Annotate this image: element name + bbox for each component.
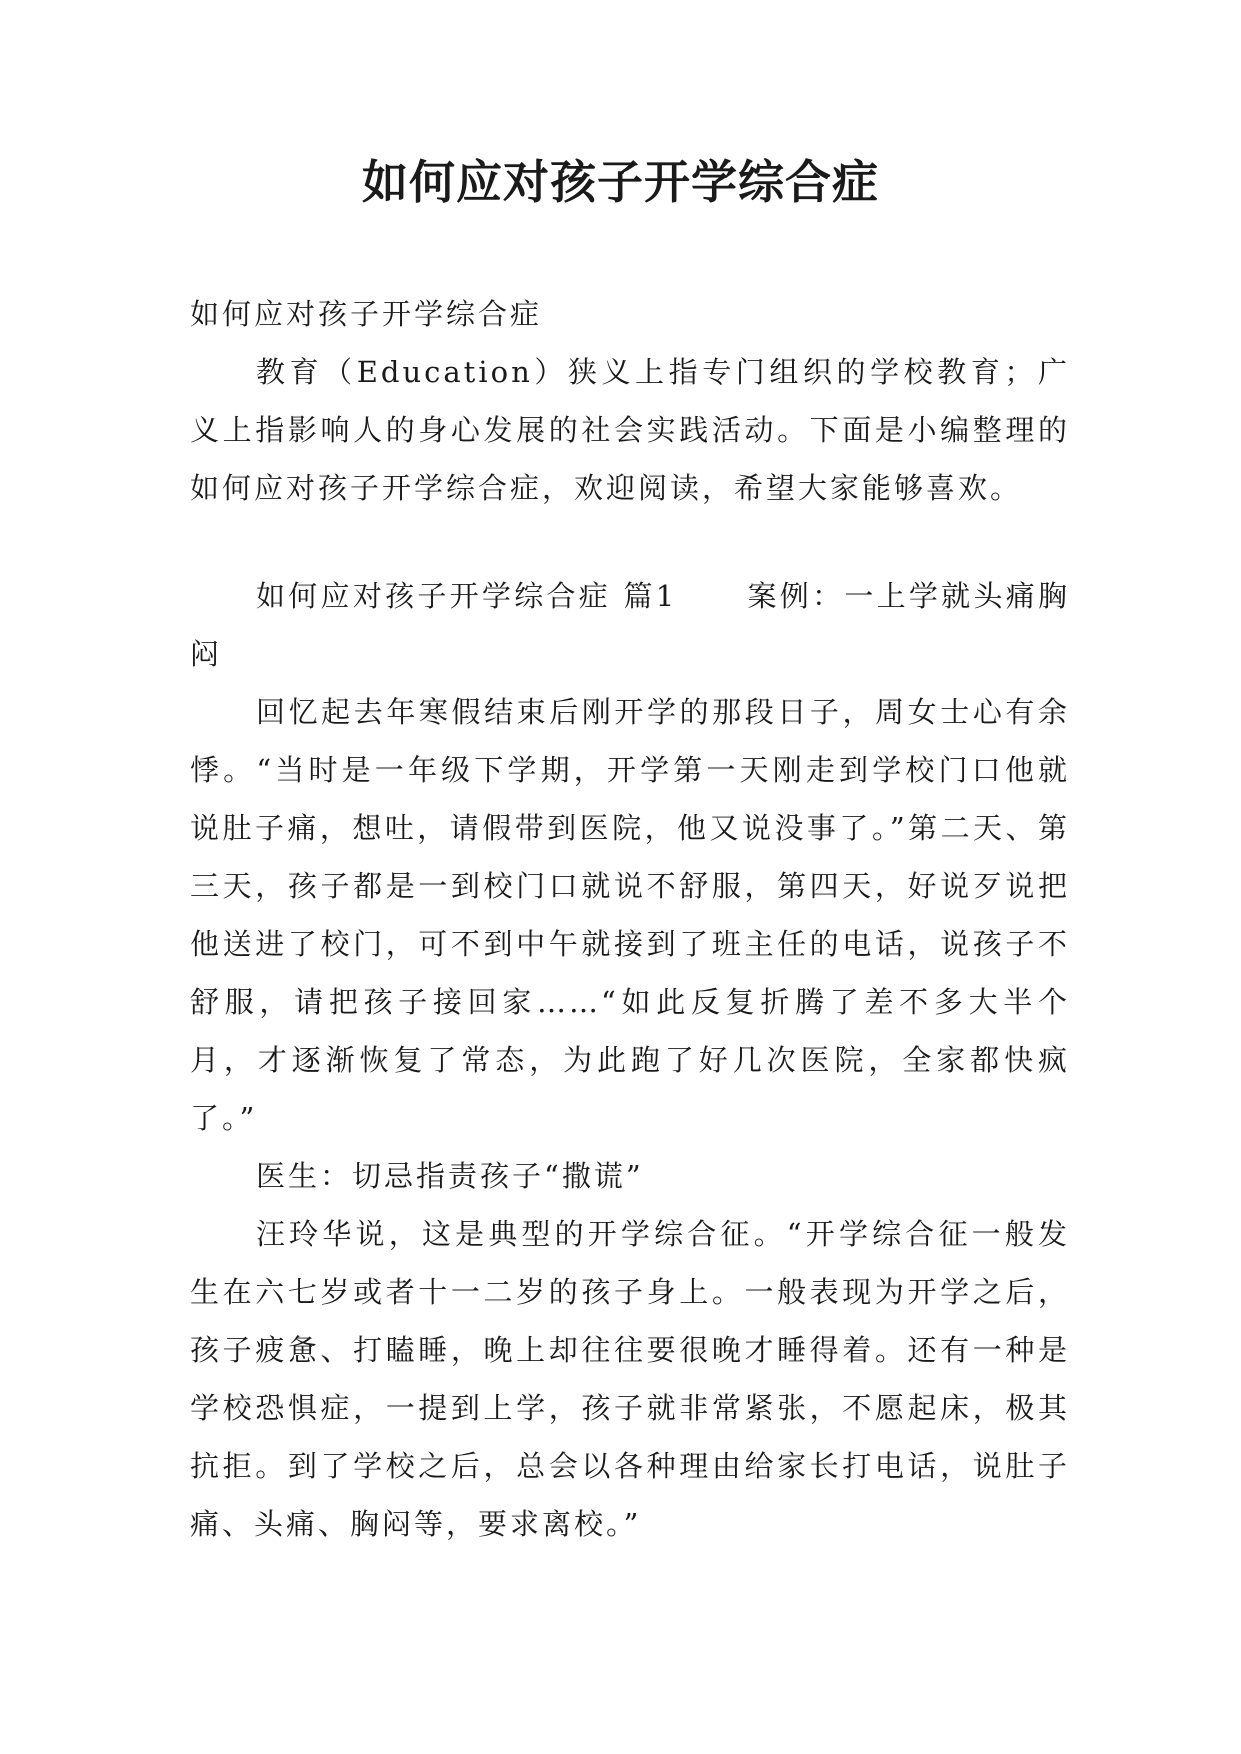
paragraph-subtitle: 如何应对孩子开学综合症	[190, 297, 543, 331]
paragraph-case-story: 回忆起去年寒假结束后刚开学的那段日子，周女士心有余悸。“当时是一年级下学期，开学第一天刚走到学校门口他就说肚子痛，想吐，请假带到医院，他又说没事了。”第二天、第三天，孩子都是一到校门口就说不舒服，第四天，好说歹说把他送进了校门，可不到中午就接到了班主任的电话，说孩子不舒服，请把孩子接回家……“如此反复折腾了差不多大半个月，才逐渐恢复了常态，为此跑了好几次医院，全家都快疯了。”	[190, 695, 1070, 1135]
paragraph-doctor-explanation: 汪玲华说，这是典型的开学综合征。“开学综合征一般发生在六七岁或者十一二岁的孩子身上。一般表现为开学之后，孩子疲惫、打瞌睡，晚上却往往要很晚才睡得着。还有一种是学校恐惧症，一提到上学，孩子就非常紧张，不愿起床，极其抗拒。到了学校之后，总会以各种理由给家长打电话，说肚子痛、头痛、胸闷等，要求离校。”	[190, 1217, 1070, 1541]
case-label: 案例：一上学就头痛胸闷	[190, 579, 1070, 671]
document-body	[190, 285, 1070, 1553]
paragraph-section-heading	[190, 567, 1070, 683]
document-title: 如何应对孩子开学综合症	[362, 155, 879, 209]
paragraph-intro: 教育（Education）狭义上指专门组织的学校教育；广义上指影响人的身心发展的社会实践活动。下面是小编整理的如何应对孩子开学综合症，欢迎阅读，希望大家能够喜欢。	[190, 355, 1070, 505]
paragraph-doctor-heading: 医生：切忌指责孩子“撒谎”	[256, 1159, 644, 1193]
section-label: 如何应对孩子开学综合症 篇1	[256, 579, 678, 613]
